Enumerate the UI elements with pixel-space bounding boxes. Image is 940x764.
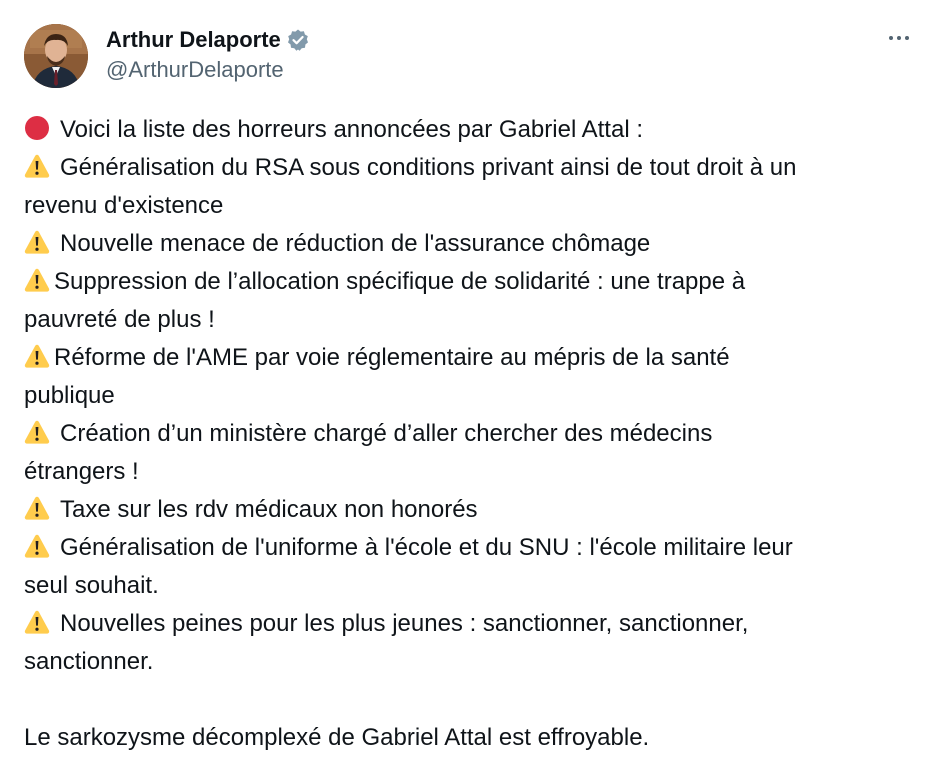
warning-icon — [24, 229, 50, 255]
tweet-line-text: Nouvelle menace de réduction de l'assurance chômage — [60, 230, 651, 257]
warning-icon — [24, 267, 50, 293]
tweet-line — [24, 301, 924, 339]
tweet-line — [24, 187, 924, 225]
tweet-line — [24, 529, 924, 567]
tweet-line-text: Réforme de l'AME par voie réglementaire au mépris de la santé — [54, 344, 730, 371]
tweet-line — [24, 111, 924, 149]
tweet-line — [24, 263, 924, 301]
tweet-line — [24, 567, 924, 605]
warning-icon — [24, 343, 50, 369]
warning-icon — [24, 419, 50, 445]
tweet-header — [24, 24, 916, 88]
tweet-line — [24, 149, 924, 187]
tweet-line — [24, 681, 924, 719]
tweet-line-text: Le sarkozysme décomplexé de Gabriel Attal est effroyable. — [24, 724, 650, 751]
warning-icon — [24, 609, 50, 635]
warning-icon — [24, 495, 50, 521]
tweet-line-text: Suppression de l’allocation spécifique de solidarité : une trappe à — [54, 268, 746, 295]
tweet-text — [24, 111, 924, 757]
more-options-icon[interactable] — [884, 26, 914, 50]
tweet-line — [24, 605, 924, 643]
tweet-line — [24, 377, 924, 415]
author-handle[interactable]: @ArthurDelaporte — [106, 57, 284, 82]
tweet-line-text: publique — [24, 382, 115, 409]
tweet-line — [24, 453, 924, 491]
tweet-line-text: étrangers ! — [24, 458, 139, 485]
author-names — [106, 26, 310, 84]
tweet-line-text: Voici la liste des horreurs annoncées par Gabriel Attal : — [60, 116, 643, 143]
tweet-line-text: Taxe sur les rdv médicaux non honorés — [60, 496, 478, 523]
tweet-line-text: Nouvelles peines pour les plus jeunes : sanctionner, sanctionner, — [60, 610, 749, 637]
verified-badge-icon — [286, 28, 310, 52]
tweet-line-text: sanctionner. — [24, 648, 154, 675]
warning-icon — [24, 153, 50, 179]
tweet-line — [24, 415, 924, 453]
tweet-line-text: Création d’un ministère chargé d’aller chercher des médecins — [60, 420, 713, 447]
tweet-line-text: seul souhait. — [24, 572, 159, 599]
tweet-line — [24, 719, 924, 757]
tweet-line-text: revenu d'existence — [24, 192, 224, 219]
avatar[interactable] — [24, 24, 88, 88]
author-display-name[interactable]: Arthur Delaporte — [106, 27, 281, 52]
tweet-line — [24, 339, 924, 377]
tweet-line-text: Généralisation du RSA sous conditions privant ainsi de tout droit à un — [60, 154, 797, 181]
tweet-line-text: pauvreté de plus ! — [24, 306, 215, 333]
tweet-line — [24, 225, 924, 263]
tweet-line — [24, 643, 924, 681]
tweet-line — [24, 491, 924, 529]
red-circle-icon — [24, 115, 50, 141]
tweet-line-text: Généralisation de l'uniforme à l'école et du SNU : l'école militaire leur — [60, 534, 793, 561]
warning-icon — [24, 533, 50, 559]
